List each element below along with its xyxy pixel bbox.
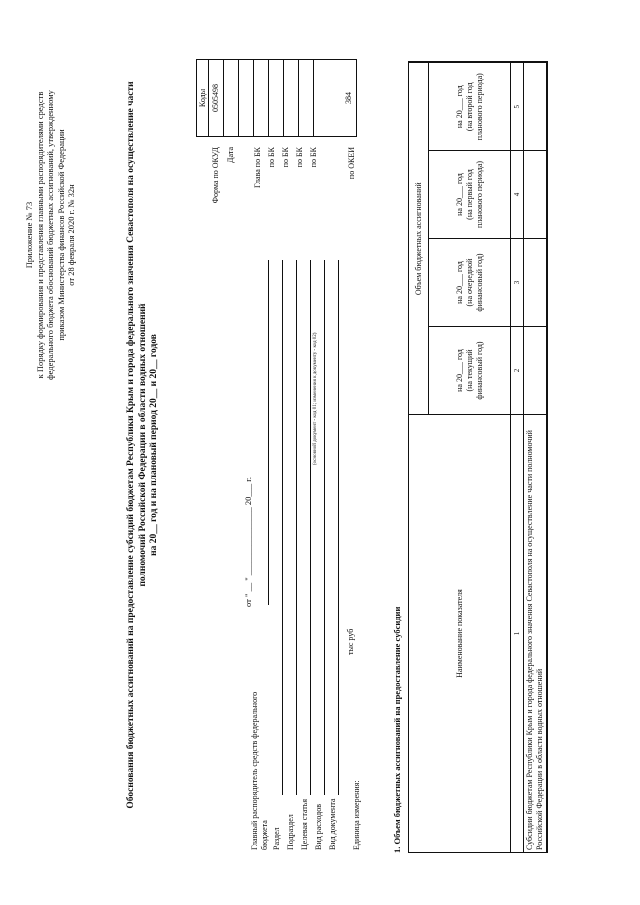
appendix-line: к Порядку формирования и представления главными распорядителями средств	[34, 91, 45, 379]
next-year-header	[429, 239, 511, 327]
expense-type-label: Вид расходов	[314, 804, 323, 850]
expense-bk-label: по БК	[309, 147, 318, 168]
column-number: 2	[511, 327, 524, 415]
current-year-line: финансовый год)	[474, 341, 484, 400]
plan-year2-line: (на второй год	[464, 82, 474, 132]
plan-year2-header	[429, 62, 511, 150]
codes-table	[208, 59, 357, 137]
section-code-cell	[254, 60, 269, 137]
manager-label-cont: бюджета	[260, 820, 269, 850]
date-label: Дата	[226, 147, 235, 163]
document-date-line: от " __ " ________________ 20___ г.	[243, 477, 253, 607]
plan-year1-line: планового периода)	[474, 160, 484, 229]
target-field-line	[310, 260, 311, 795]
unit-value: тыс руб	[346, 628, 355, 655]
appendix-line: приказом Министерства финансов Российской Федерации	[55, 129, 66, 341]
expense-field-line	[324, 260, 325, 795]
column-number: 4	[511, 151, 524, 239]
form-okud-label: Форма по ОКУД	[211, 147, 220, 204]
section-field-line	[282, 260, 283, 795]
target-bk-label: по БК	[295, 147, 304, 168]
volume-header: Объем бюджетных ассигнований	[409, 62, 429, 414]
next-year-line: на 20___ год	[454, 261, 464, 304]
chapter-bk-label: Глава по БК	[253, 147, 262, 188]
target-item-label: Целевая статья	[300, 798, 309, 850]
document-type-note: (основной документ - код 01; изменения к документу - код 02)	[313, 332, 318, 465]
current-year-line: на 20___ год	[454, 349, 464, 392]
expense-code-cell	[299, 60, 314, 137]
plan-year2-line: на 20___ год	[454, 85, 464, 129]
plan-year1-header	[429, 151, 511, 239]
title-line: Обоснования бюджетных ассигнований на предоставление субсидий бюджетам Республики Крым и города федерального значения Севастополя на осуществление части	[126, 81, 136, 809]
subsection-bk-label: по БК	[281, 147, 290, 168]
title-line: на 20__ год и на плановый период 20__ и 20__ годов	[149, 334, 159, 556]
appendix-header	[24, 35, 77, 435]
chapter-code-cell	[239, 60, 254, 137]
next-year-line: (на очередной	[464, 258, 474, 307]
okei-code-cell: 384	[314, 60, 357, 137]
appendix-line: федерального бюджета обоснований бюджетных ассигнований, утвержденному	[45, 90, 55, 380]
budget-table	[408, 61, 548, 853]
appendix-line: Приложение № 73	[24, 201, 34, 269]
subsection-code-cell	[269, 60, 284, 137]
column-number: 3	[511, 239, 524, 327]
subsidy-current-value	[524, 327, 548, 415]
plan-year1-line: на 20___ год	[454, 173, 464, 216]
okud-code-cell: 0505498	[209, 60, 224, 137]
plan-year1-line: (на первый год	[464, 169, 474, 220]
column-number: 5	[511, 62, 524, 150]
document-type-field-line	[338, 260, 339, 795]
section-bk-label: по БК	[267, 147, 276, 168]
subsidy-row-name: Субсидии бюджетам Республики Крым и города федерального значения Севастополя на осуществление части полномочий Российской Федерации в области водных отношений	[524, 415, 548, 853]
subsidy-plan1-value	[524, 151, 548, 239]
document-type-label: Вид документа	[328, 798, 337, 850]
indicator-name-header: Наименование показателя	[409, 415, 511, 853]
title-line: полномочий Российской Федерации в области водных отношений	[137, 303, 148, 587]
column-number: 1	[511, 415, 524, 853]
current-year-header	[429, 327, 511, 415]
current-year-line: (на текущий	[464, 349, 474, 392]
document-title	[126, 65, 161, 825]
appendix-line: от 28 февраля 2020 г. № 32н	[66, 184, 76, 286]
subsidy-plan2-value	[524, 62, 548, 150]
codes-header: Коды	[196, 59, 209, 137]
manager-label: Главный распорядитель средств федерального	[250, 691, 259, 850]
next-year-line: финансовый год)	[474, 253, 484, 312]
date-code-cell	[224, 60, 239, 137]
okei-label: по ОКЕИ	[347, 147, 356, 180]
plan-year2-line: планового периода)	[474, 73, 484, 141]
section-label: Раздел	[272, 827, 281, 850]
subsidy-next-value	[524, 239, 548, 327]
subsection-field-line	[296, 260, 297, 795]
unit-label: Единица измерения:	[352, 780, 361, 850]
section1-heading: 1. Объем бюджетных ассигнований на предоставление субсидии	[392, 606, 402, 853]
target-code-cell	[284, 60, 299, 137]
manager-field-line	[268, 260, 269, 605]
subsection-label: Подраздел	[286, 814, 295, 850]
